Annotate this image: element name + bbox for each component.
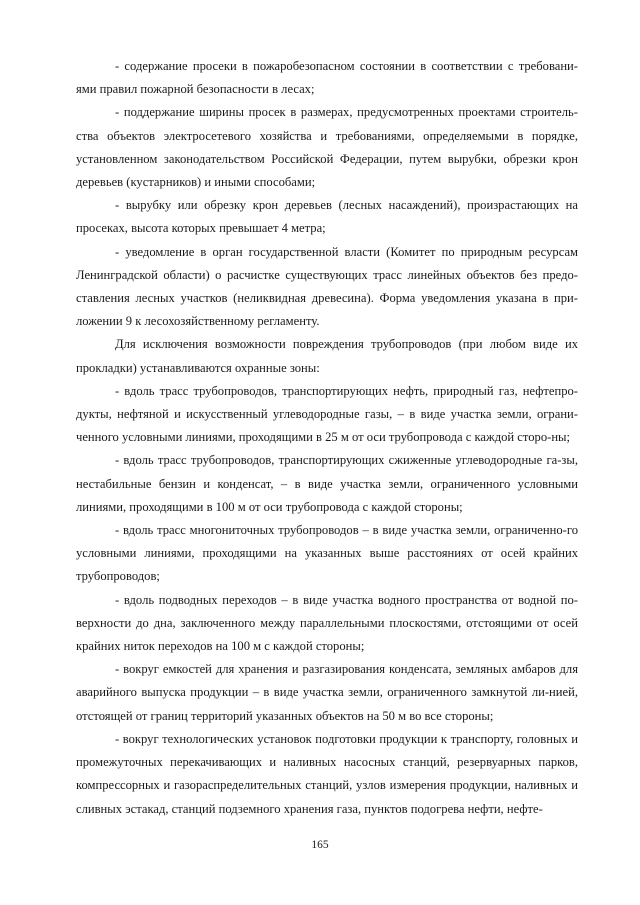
paragraph: - вокруг технологических установок подготовки продукции к транспорту, головных и промежуточных перекачивающих и наливных насосных станций, резервуарных парков, компрессорных и газораспределительных станций, узлов измерения продукции, наливных и сливных эстакад, станций подземного хранения газа, пунктов подогрева нефти, нефте- (76, 731, 578, 816)
page-number: 165 (311, 839, 329, 851)
paragraph: - вырубку или обрезку крон деревьев (лесных насаждений), произрастающих на просеках, высота которых превышает 4 метра; (76, 198, 578, 236)
document-body (76, 55, 578, 821)
paragraph: - уведомление в орган государственной власти (Комитет по природным ресурсам Ленинградской области) о расчистке существующих трасс линейных объектов без предо-ставления лесных участков (неликвидная древесина). Форма уведомления указана в при-ложении 9 к лесохозяйственному регламенту. (76, 244, 578, 329)
paragraph: - вокруг емкостей для хранения и разгазирования конденсата, земляных амбаров для аварийного выпуска продукции – в виде участка земли, ограниченного замкнутой ли-нией, отстоящей от границ территорий указанных объектов на 50 м во все стороны; (76, 662, 578, 723)
paragraph: - поддержание ширины просек в размерах, предусмотренных проектами строитель-ства объектов электросетевого хозяйства и требованиями, определяемыми в порядке, установленном законодательством Российской Федерации, путем вырубки, обрезки крон деревьев (кустарников) и иными способами; (76, 105, 578, 190)
paragraph: - вдоль трасс многониточных трубопроводов – в виде участка земли, ограниченно-го условными линиями, проходящими на указанных выше расстояниях от осей крайних трубопроводов; (76, 523, 578, 584)
paragraph: - содержание просеки в пожаробезопасном состоянии в соответствии с требовани-ями правил пожарной безопасности в лесах; (76, 59, 578, 97)
paragraph: - вдоль трасс трубопроводов, транспортирующих сжиженные углеводородные га-зы, нестабильные бензин и конденсат, – в виде участка земли, ограниченного условными линиями, проходящими в 100 м от оси трубопровода с каждой стороны; (76, 453, 578, 514)
paragraph: - вдоль трасс трубопроводов, транспортирующих нефть, природный газ, нефтепро-дукты, нефтяной и искусственный углеводородные газы, – в виде участка земли, ограни-ченного условными линиями, проходящими в 25 м от оси трубопровода с каждой сторо-ны; (76, 383, 578, 445)
paragraph: Для исключения возможности повреждения трубопроводов (при любом виде их прокладки) устанавливаются охранные зоны: (76, 337, 578, 375)
paragraph: - вдоль подводных переходов – в виде участка водного пространства от водной по-верхности до дна, заключенного между параллельными плоскостями, отстоящими от осей крайних ниток переходов на 100 м с каждой стороны; (76, 592, 578, 654)
